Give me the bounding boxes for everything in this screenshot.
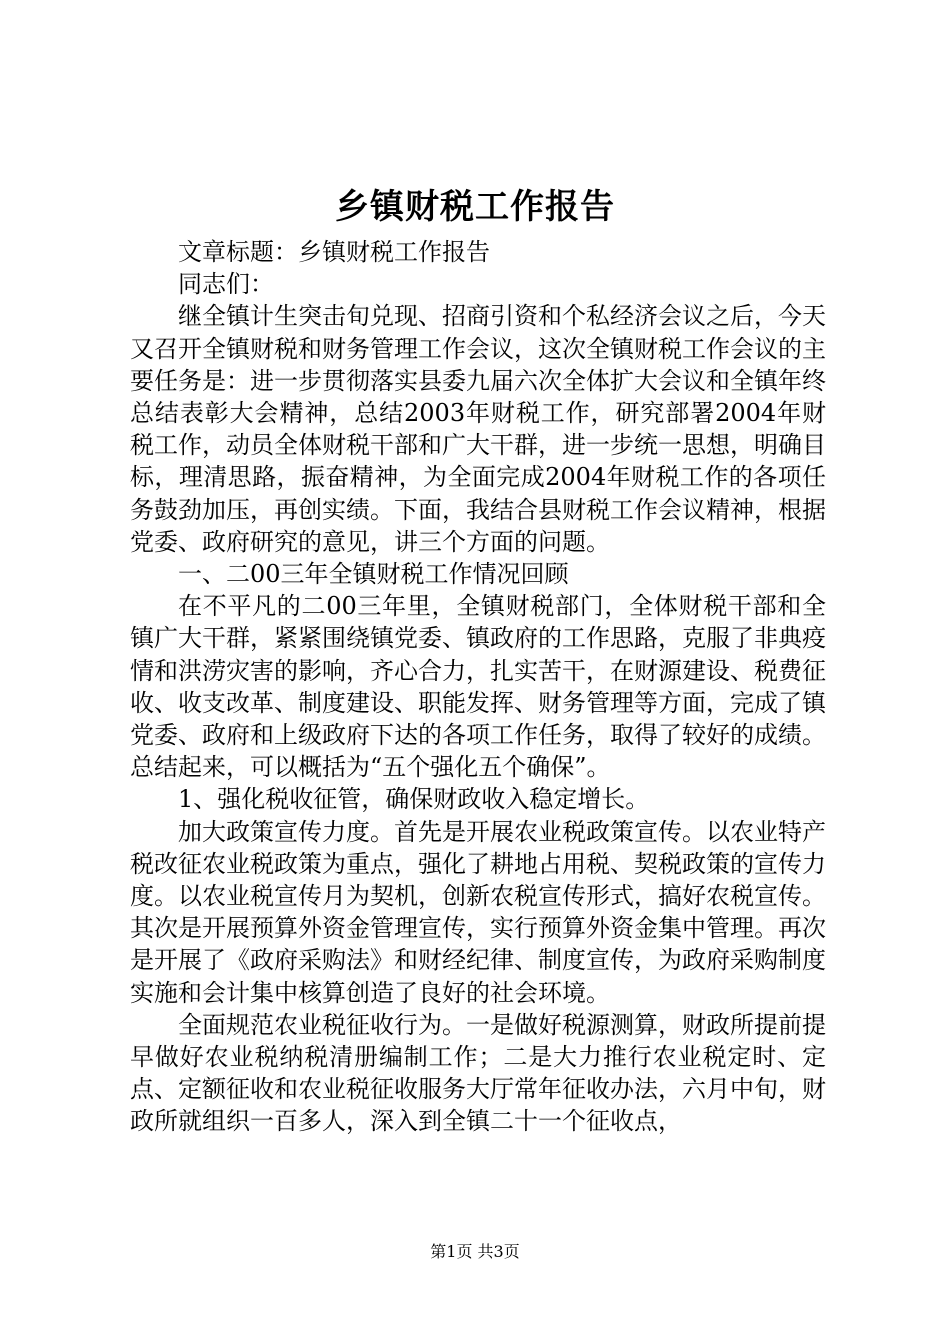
paragraph-tax-collection: 全面规范农业税征收行为。一是做好税源测算，财政所提前提早做好农业税纳税清册编制工作；二是大力推行农业税定时、定点、定额征收和农业税征收服务大厅常年征收办法，六月中旬，财政所就组织一百多人，深入到全镇二十一个征收点， — [130, 1010, 826, 1136]
article-title-line: 文章标题：乡镇财税工作报告 — [178, 238, 490, 266]
document-body — [130, 236, 826, 1138]
subsection-heading-1: 1、强化税收征管，确保财政收入稳定增长。 — [178, 785, 650, 814]
paragraph-intro: 继全镇计生突击旬兑现、招商引资和个私经济会议之后，今天又召开全镇财税和财务管理工作会议，这次全镇财税工作会议的主要任务是：进一步贯彻落实县委九届六次全体扩大会议和全镇年终总结表彰大会精神，总结2003年财税工作，研究部署2004年财税工作，动员全体财税干部和广大干群，进一步统一思想，明确目标，理清思路，振奋精神，为全面完成2004年财税工作的各项任务鼓劲加压，再创实绩。下面，我结合县财税工作会议精神，根据党委、政府研究的意见，讲三个方面的问题。 — [130, 302, 826, 556]
document-title: 乡镇财税工作报告 — [335, 187, 615, 227]
salutation: 同志们： — [178, 270, 274, 299]
paragraph-review: 在不平凡的二00三年里，全镇财税部门，全体财税干部和全镇广大干群，紧紧围绕镇党委、镇政府的工作思路，克服了非典疫情和洪涝灾害的影响，齐心合力，扎实苦干，在财源建设、税费征收、收支改革、制度建设、职能发挥、财务管理等方面，完成了镇党委、政府和上级政府下达的各项工作任务，取得了较好的成绩。总结起来，可以概括为“五个强化五个确保”。 — [130, 592, 826, 782]
paragraph-policy-publicity: 加大政策宣传力度。首先是开展农业税政策宣传。以农业特产税改征农业税政策为重点，强化了耕地占用税、契税政策的宣传力度。以农业税宣传月为契机，创新农税宣传形式，搞好农税宣传。其次是开展预算外资金管理宣传，实行预算外资金集中管理。再次是开展了《政府采购法》和财经纪律、制度宣传，为政府采购制度实施和会计集中核算创造了良好的社会环境。 — [130, 817, 826, 1007]
section-heading-1: 一、二00三年全镇财税工作情况回顾 — [178, 560, 569, 589]
page-number-footer: 第1页 共3页 — [430, 1242, 520, 1261]
